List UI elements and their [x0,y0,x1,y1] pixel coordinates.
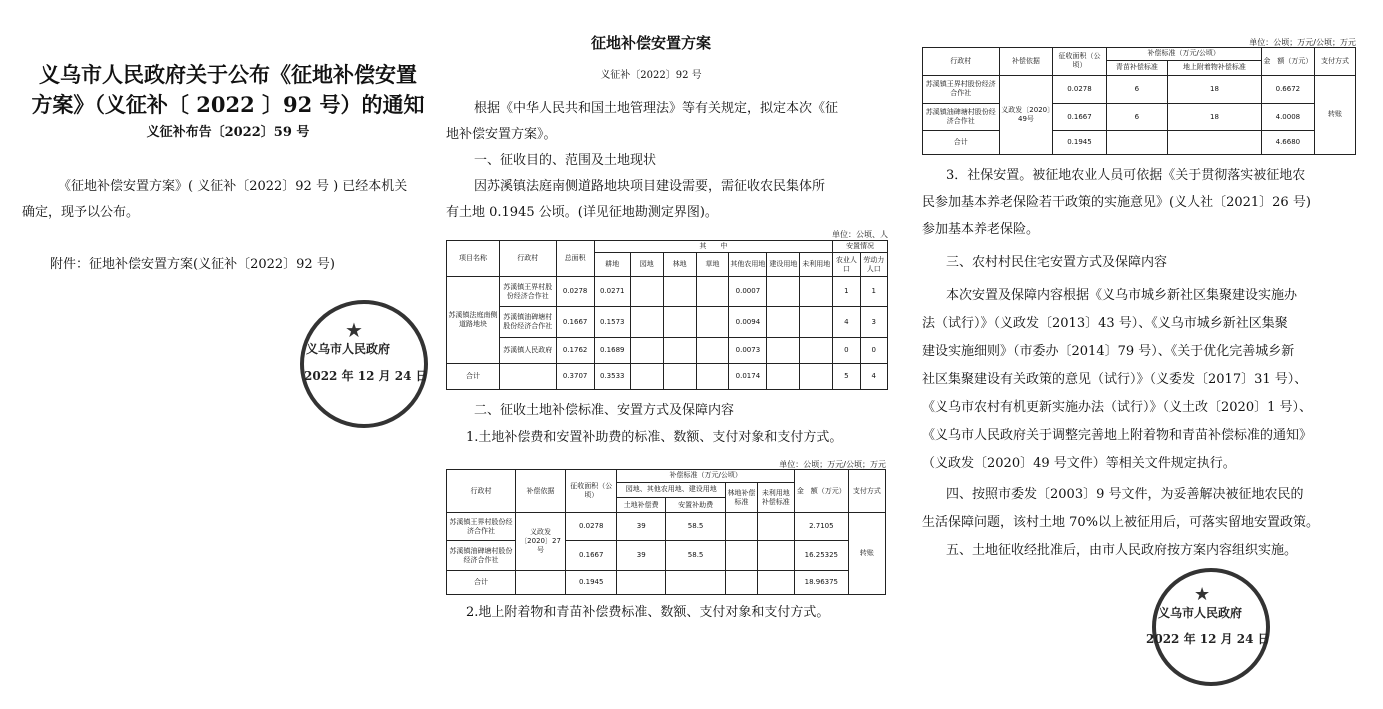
seal-org-name: 义乌市人民政府 [306,342,391,356]
cell: 1 [833,277,860,307]
section4-line2: 生活保障问题，该村土地 70%以上被征用后，可落实留地安置政策。 [922,515,1320,530]
table1-unit: 单位：公顷、人 [832,230,888,239]
section-social-line3: 参加基本养老保险。 [922,222,1040,237]
section-social-line2: 民参加基本养老保险若干政策的实施意见》(义人社〔2021〕26 号) [922,195,1311,210]
cell: 0.0278 [556,277,594,307]
table-row [447,307,888,337]
cell: 1 [860,277,887,307]
th-project: 项目名称 [447,241,500,277]
section2-heading: 二、征收土地补偿标准、安置方式及保障内容 [474,403,735,418]
section-social-line1: 3．社保安置。被征地农业人员可依据《关于贯彻落实被征地农 [946,168,1306,183]
cell: 3 [860,307,887,337]
plan-doc-number: 义征补〔2022〕92 号 [600,70,702,81]
th: 补偿标准（万元/公顷） [617,470,794,483]
table-row [923,75,1356,103]
cell: 合计 [447,363,500,389]
section3-line: 《义乌市农村有机更新实施办法（试行）》（义土改〔2020〕1 号）、 [922,400,1312,415]
cell: 0.1573 [594,307,630,337]
th: 征收面积（公顷） [566,470,617,513]
cell: 0.0094 [729,307,767,337]
th-sub: 未利用地 [800,253,833,277]
cell: 苏溪镇油碑塘村股份经济合作社 [499,307,556,337]
table2-unit: 单位：公顷；万元/公顷；万元 [779,460,886,469]
th: 青苗补偿标准 [1106,60,1168,75]
th-sub: 园地 [630,253,663,277]
cell: 18.96375 [794,571,848,595]
cell: 0.1945 [1053,131,1106,155]
th: 地上附着物补偿标准 [1168,60,1262,75]
section3-line: 法（试行）》（义政发〔2013〕43 号）、《义乌市城乡新社区集聚 [922,316,1288,331]
plan-title: 征地补偿安置方案 [590,34,711,52]
cell: 0.3707 [556,363,594,389]
th: 征收面积（公顷） [1053,48,1106,76]
seal-org-name: 义乌市人民政府 [1158,606,1243,620]
th: 支付方式 [1315,48,1356,76]
notice-title-line1: 义乌市人民政府关于公布《征地补偿安置 [39,62,417,87]
notice-body-line1: 《征地补偿安置方案》( 义征补〔2022〕92 号 ) 已经本机关 [58,179,408,194]
table-row [447,541,886,571]
cell: 58.5 [665,541,725,571]
cell: 2.7105 [794,513,848,541]
seal-star-icon: ★ [1194,584,1211,605]
cell: 18 [1168,103,1262,131]
notice-title-line2: 方案》（义征补〔 2022 〕92 号）的通知 [31,92,425,117]
cell: 合计 [923,131,1000,155]
th: 补偿依据 [999,48,1053,76]
cell: 0 [833,337,860,363]
section3-heading: 三、农村村民住宅安置方式及保障内容 [946,255,1168,270]
th-settle: 安置情况 [833,241,888,253]
th: 补偿标准（万元/公顷） [1106,48,1261,61]
th-sub: 耕地 [594,253,630,277]
th: 园地、其他农用地、建设用地 [617,482,726,497]
cell: 6 [1106,103,1168,131]
cell: 4.6680 [1261,131,1314,155]
cell: 0.0278 [566,513,617,541]
th: 林地补偿标准 [726,482,758,512]
cell: 转账 [848,513,885,595]
cell: 58.5 [665,513,725,541]
cell: 0.1689 [594,337,630,363]
plan-intro-line2: 地补偿安置方案》。 [446,127,557,142]
land-compensation-table [446,469,886,595]
cell: 4.0008 [1261,103,1314,131]
table3-unit: 单位：公顷；万元/公顷；万元 [1249,38,1356,47]
th: 行政村 [447,470,516,513]
cell-project: 苏溪镇法庭南侧道路地块 [447,277,500,364]
section3-line: 《义乌市人民政府关于调整完善地上附着物和青苗补偿标准的通知》 [922,428,1313,443]
section3-line: 社区集聚建设有关政策的意见（试行）》（义委发〔2017〕31 号）、 [922,372,1308,387]
cell: 6 [1106,75,1168,103]
notice-body-line2: 确定，现予以公布。 [22,205,140,220]
th: 未利用地补偿标准 [757,482,794,512]
plan-intro-line1: 根据《中华人民共和国土地管理法》等有关规定，拟定本次《征 [474,101,839,116]
section5: 五、土地征收经批准后，由市人民政府按方案内容组织实施。 [946,543,1298,558]
cell: 4 [860,363,887,389]
table-row [923,103,1356,131]
th-among: 其 中 [594,241,833,253]
section1-line2: 有土地 0.1945 公顷。(详见征地勘测定界图)。 [446,205,718,220]
cell: 0.6672 [1261,75,1314,103]
section1-line1: 因苏溪镇法庭南侧道路地块项目建设需要，需征收农民集体所 [474,179,826,194]
table-row-sum [447,363,888,389]
th: 补偿依据 [516,470,566,513]
th-sub: 林地 [663,253,696,277]
table-row [447,513,886,541]
cell: 苏溪镇王界村股份经济合作社 [447,513,516,541]
attachment-compensation-table [922,47,1356,155]
th-sub: 劳动力人口 [860,253,887,277]
cell: 5 [833,363,860,389]
table-row-sum [923,131,1356,155]
cell: 0.0174 [729,363,767,389]
official-seal [1152,568,1270,686]
section3-line: 本次安置及保障内容根据《义乌市城乡新社区集聚建设实施办 [946,288,1298,303]
cell: 18 [1168,75,1262,103]
section4-line1: 四、按照市委发〔2003〕9 号文件，为妥善解决被征地农民的 [946,487,1304,502]
land-status-table [446,240,888,390]
cell: 0.0278 [1053,75,1106,103]
notice-date: 2022 年 12 月 24 日 [304,369,428,383]
cell: 苏溪镇人民政府 [499,337,556,363]
th: 金 额（万元） [1261,48,1314,76]
official-seal [300,300,428,428]
notice-title [28,60,428,120]
th-sub: 建设用地 [767,253,800,277]
th: 安置补助费 [665,498,725,513]
table-row-sum [447,571,886,595]
th: 行政村 [923,48,1000,76]
cell: 16.25325 [794,541,848,571]
cell: 0.1945 [566,571,617,595]
cell: 苏溪镇王界村股份经济合作社 [499,277,556,307]
cell: 39 [617,513,666,541]
th: 支付方式 [848,470,885,513]
cell: 0.1762 [556,337,594,363]
cell: 0.0073 [729,337,767,363]
section2-item2: 2.地上附着物和青苗补偿费标准、数额、支付对象和支付方式。 [466,605,830,620]
table-row [447,277,888,307]
th-sub: 农业人口 [833,253,860,277]
cell: 0.1667 [1053,103,1106,131]
th-village: 行政村 [499,241,556,277]
th-total: 总面积 [556,241,594,277]
cell: 39 [617,541,666,571]
cell: 0.1667 [556,307,594,337]
cell: 0.1667 [566,541,617,571]
table-row [447,337,888,363]
th-sub: 草地 [696,253,729,277]
cell: 0.0007 [729,277,767,307]
cell: 义政发〔2020〕49号 [999,75,1053,154]
cell: 苏溪镇油碑塘村股份经济合作社 [447,541,516,571]
th: 土地补偿费 [617,498,666,513]
th-sub: 其他农用地 [729,253,767,277]
cell: 苏溪镇王界村股份经济合作社 [923,75,1000,103]
section3-line: 建设实施细则》（市委办〔2014〕79 号）、《关于优化完善城乡新 [922,344,1295,359]
th: 金 额（万元） [794,470,848,513]
cell: 苏溪镇油碑塘村股份经济合作社 [923,103,1000,131]
section1-heading: 一、征收目的、范围及土地现状 [474,153,657,168]
notice-doc-number: 义征补布告〔2022〕59 号 [146,125,310,140]
plan-date: 2022 年 12 月 24 日 [1146,632,1270,646]
section3-line: （义政发〔2020〕49 号文件）等相关文件规定执行。 [922,456,1236,471]
notice-attachment: 附件：征地补偿安置方案(义征补〔2022〕92 号) [50,257,335,272]
cell: 合计 [447,571,516,595]
section2-item1: 1.土地补偿费和安置补助费的标准、数额、支付对象和支付方式。 [466,430,843,445]
cell: 义政发〔2020〕27号 [516,513,566,571]
cell: 0.3533 [594,363,630,389]
seal-star-icon: ★ [345,318,363,342]
cell: 转账 [1315,75,1356,154]
cell: 4 [833,307,860,337]
cell: 0 [860,337,887,363]
cell: 0.0271 [594,277,630,307]
